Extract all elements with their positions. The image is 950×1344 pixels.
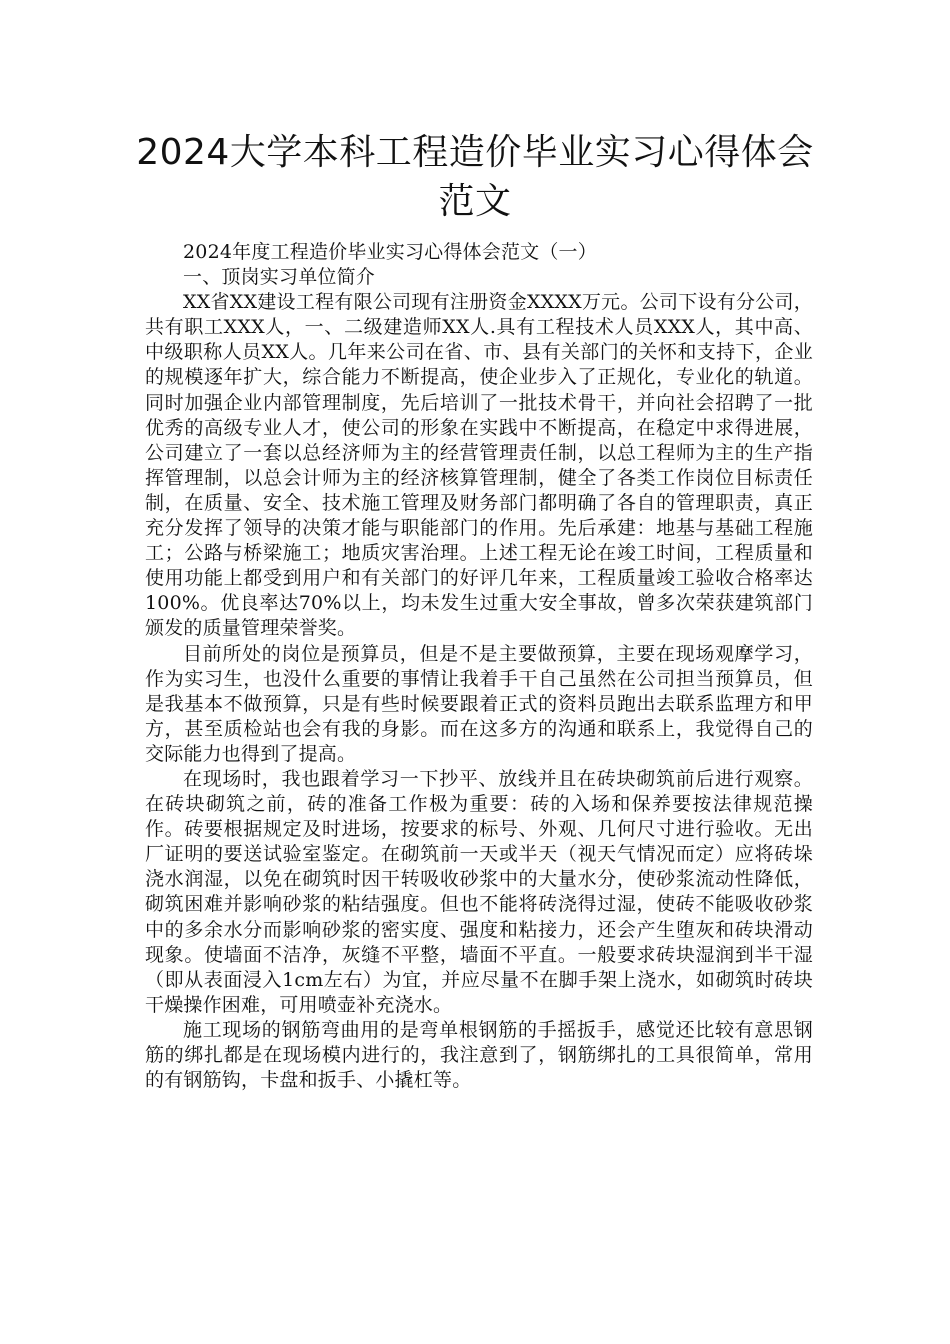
paragraph: 目前所处的岗位是预算员，但是不是主要做预算，主要在现场观摩学习，作为实习生，也没什么重要的事情让我着手干自己虽然在公司担当预算员，但是我基本不做预算，只是有些时候要跟着正式的资料员跑出去联系监理方和甲方，甚至质检站也会有我的身影。而在这多方的沟通和联系上，我觉得自己的交际能力也得到了提高。	[145, 642, 813, 765]
document-body	[145, 240, 813, 1093]
subsection-heading: 一、顶岗实习单位简介	[183, 266, 376, 289]
document-title: 2024大学本科工程造价毕业实习心得体会范文	[136, 132, 814, 222]
paragraph: 在现场时，我也跟着学习一下抄平、放线并且在砖块砌筑前后进行观察。在砖块砌筑之前，砖的准备工作极为重要：砖的入场和保养要按法律规范操作。砖要根据规定及时进场，按要求的标号、外观、几何尺寸进行验收。无出厂证明的要送试验室鉴定。在砌筑前一天或半天（视天气情况而定）应将砖垛浇水润湿，以免在砌筑时因干转吸收砂浆中的大量水分，使砂浆流动性降低，砌筑困难并影响砂浆的粘结强度。但也不能将砖浇得过湿，使砖不能吸收砂浆中的多余水分而影响砂浆的密实度、强度和粘接力，还会产生堕灰和砖块滑动现象。使墙面不洁净，灰缝不平整，墙面不平直。一般要求砖块湿润到半干湿（即从表面浸入1cm左右）为宜，并应尽量不在脚手架上浇水，如砌筑时砖块干燥操作困难，可用喷壶补充浇水。	[145, 767, 813, 1016]
paragraph: XX省XX建设工程有限公司现有注册资金XXXX万元。公司下设有分公司，共有职工XXX人，一、二级建造师XX人.具有工程技术人员XXX人，其中高、中级职称人员XX人。几年来公司在省、市、县有关部门的关怀和支持下，企业的规模逐年扩大，综合能力不断提高，使企业步入了正规化，专业化的轨道。同时加强企业内部管理制度，先后培训了一批技术骨干，并向社会招聘了一批优秀的高级专业人才，使公司的形象在实践中不断提高，在稳定中求得进展，公司建立了一套以总经济师为主的经营管理责任制，以总工程师为主的生产指挥管理制，以总会计师为主的经济核算管理制，健全了各类工作岗位目标责任制，在质量、安全、技术施工管理及财务部门都明确了各自的管理职责，真正充分发挥了领导的决策才能与职能部门的作用。先后承建：地基与基础工程施工；公路与桥梁施工；地质灾害治理。上述工程无论在竣工时间，工程质量和使用功能上都受到用户和有关部门的好评几年来，工程质量竣工验收合格率达100%。优良率达70%以上，均未发生过重大安全事故，曾多次荣获建筑部门颁发的质量管理荣誉奖。	[145, 291, 813, 640]
section-heading: 2024年度工程造价毕业实习心得体会范文（一）	[183, 241, 597, 263]
paragraph: 施工现场的钢筋弯曲用的是弯单根钢筋的手摇扳手，感觉还比较有意思钢筋的绑扎都是在现场模内进行的，我注意到了，钢筋绑扎的工具很简单，常用的有钢筋钩，卡盘和扳手、小撬杠等。	[145, 1018, 813, 1092]
